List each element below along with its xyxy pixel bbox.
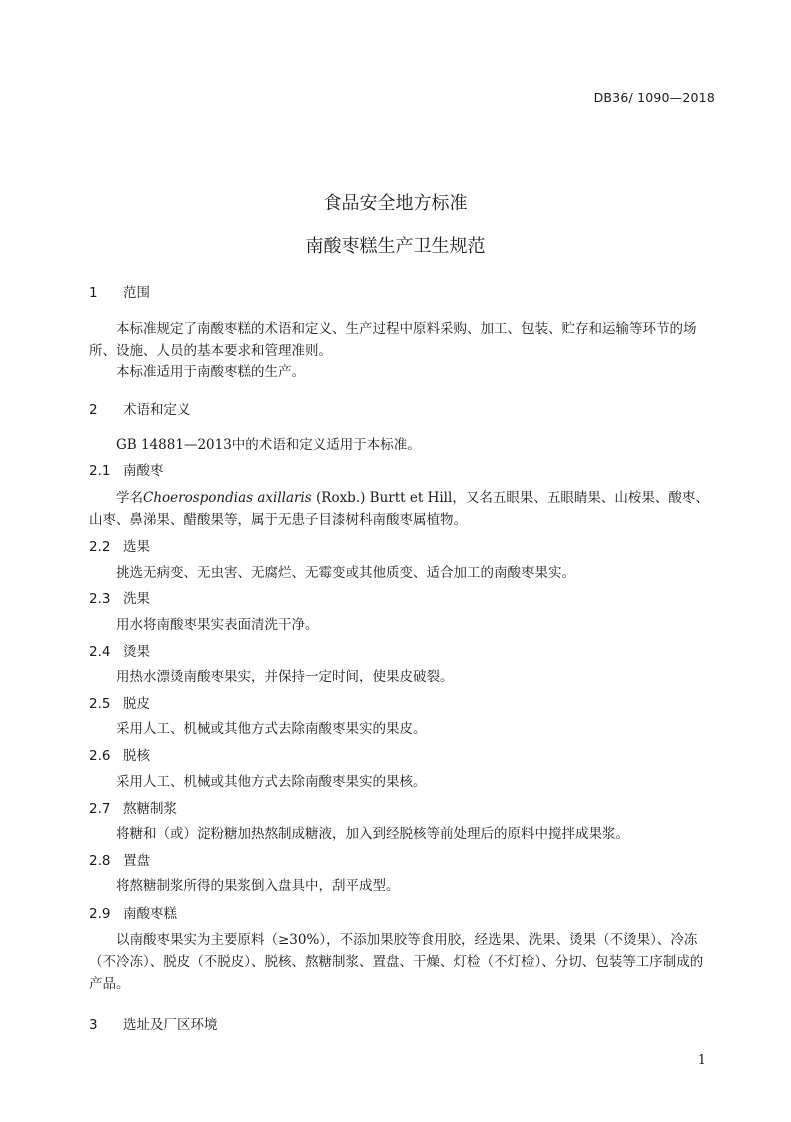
subsection-title: 南酸枣糕: [123, 906, 177, 922]
subsection-number: 2.9: [89, 906, 111, 922]
subsection-number: 2.5: [89, 696, 111, 712]
subsection-heading: [89, 797, 177, 817]
definition-text: 将糖和（或）淀粉糖加热熬制成糖液，加入到经脱核等前处理后的原料中搅拌成果浆。: [116, 826, 629, 842]
definition-text: 用热水漂烫南酸枣果实，并保持一定时间，使果皮破裂。: [116, 669, 454, 685]
subsection-number: 2.1: [89, 463, 111, 479]
section-number: 1: [89, 285, 98, 301]
definition-text: 挑选无病变、无虫害、无腐烂、无霉变或其他质变、适合加工的南酸枣果实。: [116, 565, 575, 581]
subsection-number: 2.2: [89, 539, 111, 555]
document-title: 食品安全地方标准: [323, 193, 468, 214]
definition-text: 将熬糖制浆所得的果浆倒入盘具中，刮平成型。: [116, 878, 400, 894]
section-heading: [89, 281, 150, 301]
subsection-number: 2.8: [89, 853, 111, 869]
subsection-title: 烫果: [123, 644, 150, 660]
subsection-heading: [89, 535, 150, 555]
subsection-heading: [89, 849, 150, 869]
definition-text-part: (Roxb.) Burtt et Hill，又名五眼果、五眼睛果、山桉果、酸枣、山枣、鼻涕果、醋酸果等，属于无患子目漆树科南酸枣属植物。: [89, 490, 709, 528]
subsection-title: 洗果: [123, 591, 150, 607]
subsection-heading: [89, 744, 150, 764]
definition-text: 以南酸枣果实为主要原料（≥30%），不添加果胶等食用胶，经选果、洗果、烫果（不烫果）、冷冻（不冷冻）、脱皮（不脱皮）、脱核、熬糖制浆、置盘、干燥、灯检（不灯检）、分切、包装等工序制成的产品。: [89, 932, 704, 992]
paragraph: GB 14881—2013中的术语和定义适用于本标准。: [116, 437, 421, 453]
paragraph: 本标准适用于南酸枣糕的生产。: [116, 364, 305, 380]
definition-text: 采用人工、机械或其他方式去除南酸枣果实的果核。: [116, 774, 427, 790]
subsection-title: 脱核: [123, 748, 150, 764]
latin-name: Choerospondias axillaris: [143, 490, 312, 506]
definition-text: 采用人工、机械或其他方式去除南酸枣果实的果皮。: [116, 721, 427, 737]
document-code: DB36/ 1090—2018: [593, 90, 715, 105]
section-title: 术语和定义: [123, 402, 191, 418]
section-number: 2: [89, 402, 98, 418]
subsection-number: 2.4: [89, 644, 111, 660]
definition-text-part: 学名: [116, 490, 143, 506]
paragraph: 本标准规定了南酸枣糕的术语和定义、生产过程中原料采购、加工、包装、贮存和运输等环节的场所、设施、人员的基本要求和管理准则。: [89, 321, 697, 359]
page-number: 1: [697, 1053, 706, 1068]
definition-text: 用水将南酸枣果实表面清洗干净。: [116, 617, 319, 633]
definition-text: [89, 487, 711, 531]
section-heading: [89, 1013, 218, 1033]
subsection-number: 2.7: [89, 801, 111, 817]
subsection-heading: [89, 587, 150, 607]
subsection-title: 选果: [123, 539, 150, 555]
subsection-number: 2.6: [89, 748, 111, 764]
subsection-title: 熬糖制浆: [123, 801, 177, 817]
subsection-heading: [89, 640, 150, 660]
section-number: 3: [89, 1017, 98, 1033]
subsection-title: 置盘: [123, 853, 150, 869]
subsection-number: 2.3: [89, 591, 111, 607]
subsection-heading: [89, 692, 150, 712]
section-heading: [89, 398, 191, 418]
subsection-heading: [89, 459, 164, 479]
subsection-heading: [89, 902, 177, 922]
section-title: 选址及厂区环境: [123, 1017, 218, 1033]
subsection-title: 脱皮: [123, 696, 150, 712]
section-title: 范围: [123, 285, 150, 301]
document-subtitle: 南酸枣糕生产卫生规范: [305, 236, 486, 257]
subsection-title: 南酸枣: [123, 463, 164, 479]
